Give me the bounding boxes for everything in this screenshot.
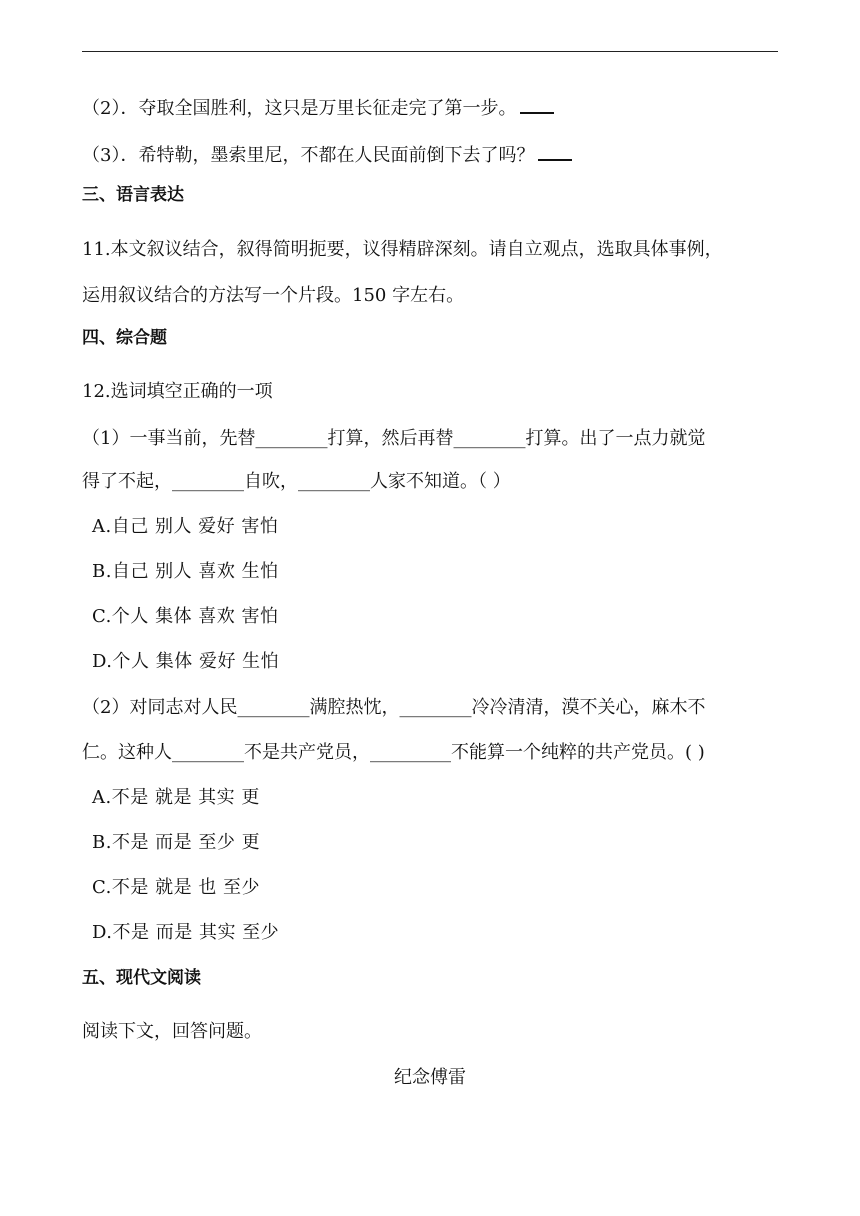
question-12-1-line-2: 得了不起，________自吹，________人家不知道。（ ） [82, 471, 511, 492]
question-12-1-line-1: （1）一事当前，先替________打算，然后再替________打算。出了一点力就觉 [82, 428, 706, 449]
question-11-line-1: 11.本文叙议结合，叙得简明扼要，议得精辟深刻。请自立观点，选取具体事例， [82, 239, 723, 260]
header-rule [82, 51, 778, 52]
option-12-1-a: A.自己 别人 爱好 害怕 [92, 516, 279, 537]
article-title: 纪念傅雷 [394, 1067, 466, 1088]
section-heading-modern-reading: 五、现代文阅读 [82, 968, 201, 988]
option-12-2-a: A.不是 就是 其实 更 [92, 787, 260, 808]
section-heading-comprehensive: 四、综合题 [82, 328, 167, 348]
option-12-2-d: D.不是 而是 其实 至少 [92, 922, 280, 943]
section-heading-language-expression: 三、语言表达 [82, 185, 184, 205]
question-item-3 [82, 141, 782, 168]
option-12-2-b: B.不是 而是 至少 更 [92, 832, 261, 853]
question-item-2-text: （2）．夺取全国胜利，这只是万里长征走完了第一步。 [82, 98, 517, 119]
option-12-1-c: C.个人 集体 喜欢 害怕 [92, 606, 279, 627]
question-12-2-line-2: 仁。这种人________不是共产党员，_________不能算一个纯粹的共产党员。( ) [82, 742, 705, 763]
option-12-1-b: B.自己 别人 喜欢 生怕 [92, 561, 279, 582]
answer-blank-2[interactable] [520, 94, 554, 114]
option-12-2-c: C.不是 就是 也 至少 [92, 877, 261, 898]
question-item-2 [82, 94, 782, 121]
question-11-line-2: 运用叙议结合的方法写一个片段。150 字左右。 [82, 285, 465, 306]
question-12-title: 12.选词填空正确的一项 [82, 381, 273, 402]
question-12-2-line-1: （2）对同志对人民________满腔热忱，________冷冷清清，漠不关心，麻木不 [82, 697, 706, 718]
reading-instruction: 阅读下文，回答问题。 [82, 1021, 262, 1042]
answer-blank-3[interactable] [538, 141, 572, 161]
question-item-3-text: （3）．希特勒，墨索里尼，不都在人民面前倒下去了吗？ [82, 145, 535, 166]
option-12-1-d: D.个人 集体 爱好 生怕 [92, 651, 280, 672]
